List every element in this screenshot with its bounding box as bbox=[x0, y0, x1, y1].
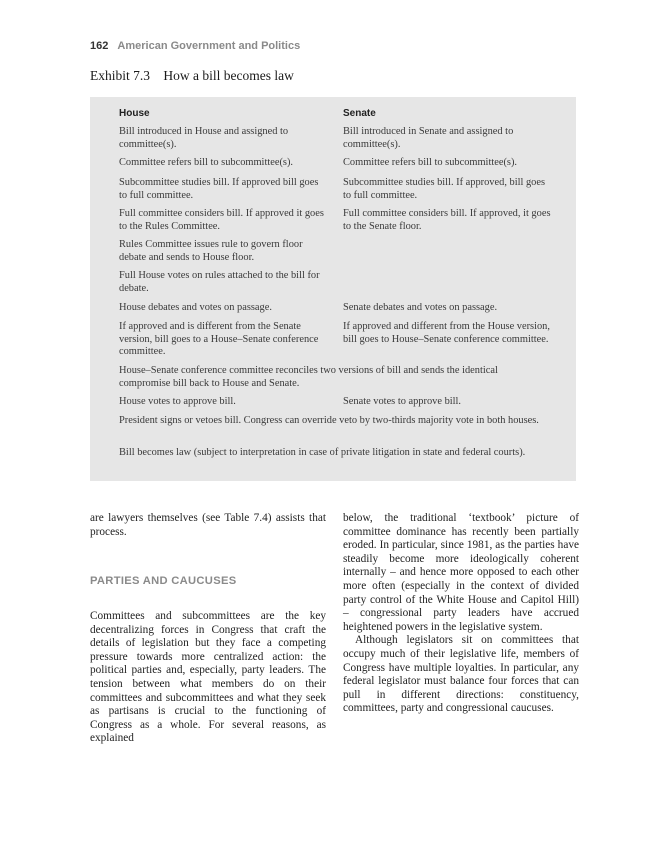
house-step: Rules Committee issues rule to govern floor debate and sends to House floor. bbox=[119, 239, 303, 263]
senate-column-header: Senate bbox=[343, 108, 376, 119]
paragraph: are lawyers themselves (see Table 7.4) assists that process. bbox=[90, 512, 326, 538]
body-column-right bbox=[343, 512, 579, 716]
house-step: Subcommittee studies bill. If approved bill goes to full committee. bbox=[119, 177, 319, 201]
section-heading: PARTIES AND CAUCUSES bbox=[90, 575, 237, 587]
exhibit-label: Exhibit 7.3 bbox=[90, 68, 150, 83]
house-column-header: House bbox=[119, 108, 150, 119]
bill-process-table bbox=[90, 97, 576, 481]
senate-step: If approved and different from the House version, bill goes to House–Senate conference committee. bbox=[343, 321, 550, 345]
body-column-left-top bbox=[90, 512, 326, 539]
law-step: Bill becomes law (subject to interpretation in case of private litigation in state and federal courts). bbox=[119, 447, 526, 458]
senate-step: Subcommittee studies bill. If approved, bill goes to full committee. bbox=[343, 177, 546, 201]
conference-step: House–Senate conference committee reconciles two versions of bill and sends the identical compromise bill back to House and Senate. bbox=[119, 365, 498, 389]
body-column-left bbox=[90, 610, 326, 746]
senate-step: Full committee considers bill. If approved, it goes to the Senate floor. bbox=[343, 208, 551, 232]
exhibit-title bbox=[90, 68, 294, 84]
paragraph: Although legislators sit on committees that occupy much of their legislative life, members of Congress have multiple loyalties. In particular, any federal legislator must balance four forces that can pull in different directions: constituency, committees, party and congressional caucuses. bbox=[343, 634, 579, 715]
house-step: Full committee considers bill. If approved it goes to the Rules Committee. bbox=[119, 208, 324, 232]
house-step: Bill introduced in House and assigned to committee(s). bbox=[119, 126, 289, 150]
house-step: If approved and is different from the Senate version, bill goes to a House–Senate conference committee. bbox=[119, 321, 319, 358]
page-number: 162 bbox=[90, 40, 109, 52]
paragraph: Committees and subcommittees are the key decentralizing forces in Congress that craft the details of legislation but they face a competing pressure towards more centralized action: the political parties and, especially, party leaders. The tension between what members do on their committees and subcommittees and what they seek as partisans is crucial to the functioning of Congress as a whole. For several reasons, as explained bbox=[90, 610, 326, 745]
house-step: Committee refers bill to subcommittee(s). bbox=[119, 157, 294, 168]
running-title: American Government and Politics bbox=[117, 40, 301, 52]
paragraph: below, the traditional ‘textbook’ picture of committee dominance has recently been partially eroded. In particular, since 1981, as the parties have steadily become more ideologically coherent internally – and hence more opposed to each other more often (especially in the context of divided party control of the White House and Capitol Hill) – congressional party leaders have accrued heightened powers in the legislative system. bbox=[343, 512, 579, 633]
senate-step: Bill introduced in Senate and assigned to committee(s). bbox=[343, 126, 514, 150]
house-step: House debates and votes on passage. bbox=[119, 302, 272, 313]
senate-final-vote: Senate votes to approve bill. bbox=[343, 396, 462, 407]
exhibit-heading: How a bill becomes law bbox=[163, 68, 294, 83]
house-step: Full House votes on rules attached to the bill for debate. bbox=[119, 270, 320, 294]
senate-step: Senate debates and votes on passage. bbox=[343, 302, 498, 313]
running-head bbox=[90, 40, 300, 52]
house-final-vote: House votes to approve bill. bbox=[119, 396, 236, 407]
president-step: President signs or vetoes bill. Congress can override veto by two-thirds majority vote in both houses. bbox=[119, 415, 539, 426]
senate-step: Committee refers bill to subcommittee(s). bbox=[343, 157, 518, 168]
